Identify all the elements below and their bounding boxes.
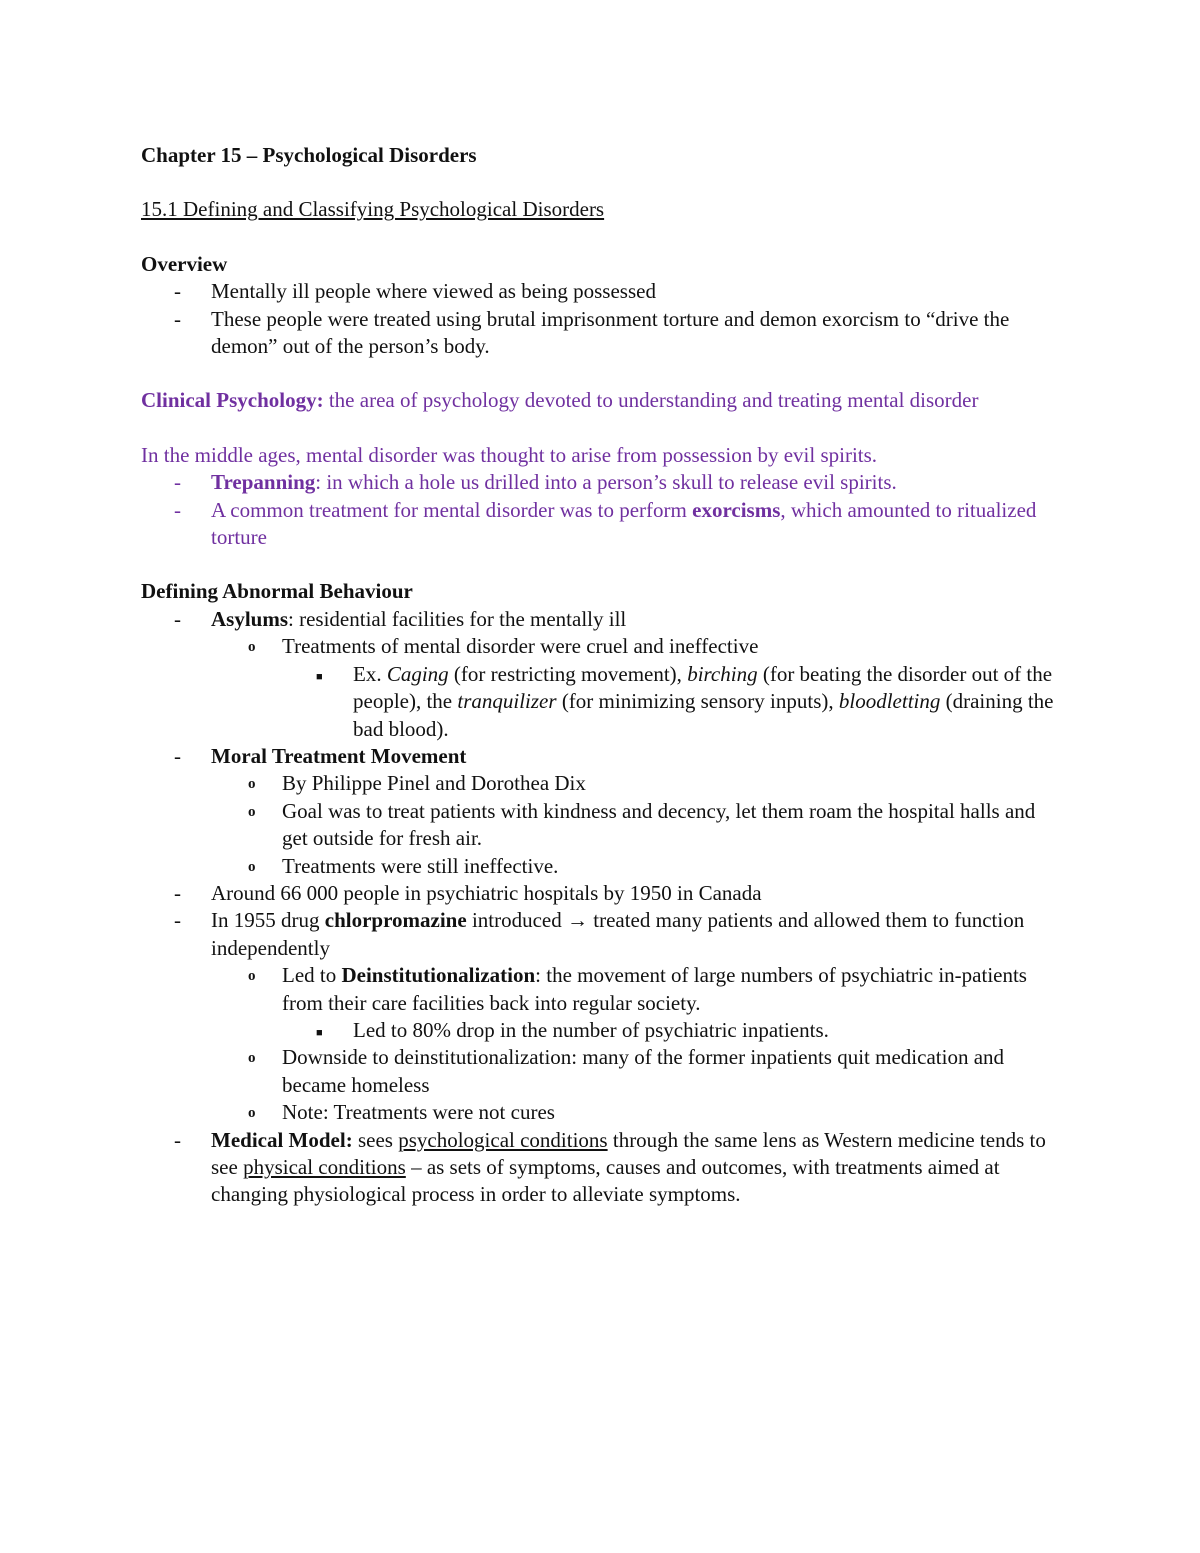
- middle-ages-intro: In the middle ages, mental disorder was thought to arise from possession by evil spirits.: [141, 442, 878, 467]
- dash-bullet: -: [174, 497, 181, 522]
- list-item: - In 1955 drug chlorpromazine introduced → treated many patients and allowed them to function independently: [174, 908, 1025, 960]
- dash-bullet: -: [174, 908, 181, 933]
- dash-bullet: -: [174, 470, 181, 495]
- chapter-title: Chapter 15 – Psychological Disorders: [141, 143, 477, 167]
- dash-bullet: -: [174, 606, 181, 631]
- circle-bullet: o: [248, 1105, 256, 1122]
- circle-bullet: o: [248, 776, 256, 793]
- circle-bullet: o: [248, 968, 256, 985]
- dash-bullet: -: [174, 743, 181, 768]
- dash-bullet: -: [174, 1127, 181, 1152]
- abnormal-heading: Defining Abnormal Behaviour: [141, 579, 413, 604]
- list-item: o Treatments were still ineffective.: [141, 853, 1061, 880]
- circle-bullet: o: [248, 803, 256, 820]
- list-item: o Treatments of mental disorder were cruel and ineffective: [141, 633, 1061, 660]
- list-item: - These people were treated using brutal imprisonment torture and demon exorcism to “drive the demon” out of the person’s body.: [174, 306, 1010, 359]
- list-item: - Asylums: residential facilities for the mentally ill: [141, 606, 1061, 633]
- dash-bullet: -: [174, 279, 181, 304]
- circle-bullet: o: [248, 1050, 256, 1067]
- list-item: - A common treatment for mental disorder was to perform exorcisms, which amounted to ritualized torture: [174, 497, 1037, 550]
- clinical-definition: Clinical Psychology: the area of psychology devoted to understanding and treating mental disorder: [141, 388, 979, 413]
- circle-bullet: o: [248, 639, 256, 656]
- list-item: - Mentally ill people where viewed as being possessed: [141, 278, 1061, 305]
- list-item: o By Philippe Pinel and Dorothea Dix: [141, 770, 1061, 797]
- circle-bullet: o: [248, 858, 256, 875]
- list-item: - Trepanning: in which a hole us drilled into a person’s skull to release evil spirits.: [141, 469, 1061, 496]
- list-item: - Around 66 000 people in psychiatric hospitals by 1950 in Canada: [141, 880, 1061, 907]
- list-item: o Downside to deinstitutionalization: many of the former inpatients quit medication and became homeless: [248, 1045, 1005, 1097]
- section-heading: 15.1 Defining and Classifying Psychological Disorders: [141, 197, 605, 222]
- list-item: ■ Led to 80% drop in the number of psychiatric inpatients.: [141, 1017, 1061, 1044]
- list-item: o Note: Treatments were not cures: [141, 1099, 1061, 1126]
- list-item: - Medical Model: sees psychological conditions through the same lens as Western medicine tends to see physical conditions – as sets of symptoms, causes and outcomes, with treatments aimed at changing physiological process in order to alleviate symptoms.: [174, 1127, 1046, 1207]
- document-body: [141, 142, 1061, 1209]
- list-item: ■ Ex. Caging (for restricting movement), birching (for beating the disorder out of the people), the tranquilizer (for minimizing sensory inputs), bloodletting (draining the bad blood).: [316, 661, 1054, 741]
- square-bullet: ■: [316, 1026, 323, 1039]
- dash-bullet: -: [174, 306, 181, 331]
- arrow-right-icon: →: [567, 908, 588, 933]
- square-bullet: ■: [316, 670, 323, 683]
- clinical-term: Clinical Psychology:: [141, 388, 324, 413]
- list-item: o Goal was to treat patients with kindness and decency, let them roam the hospital halls and get outside for fresh air.: [248, 798, 1036, 851]
- dash-bullet: -: [174, 880, 181, 905]
- list-item: - Moral Treatment Movement: [141, 743, 1061, 770]
- overview-heading: Overview: [141, 251, 228, 276]
- list-item: o Led to Deinstitutionalization: the movement of large numbers of psychiatric in-patients from their care facilities back into regular society.: [248, 963, 1027, 1015]
